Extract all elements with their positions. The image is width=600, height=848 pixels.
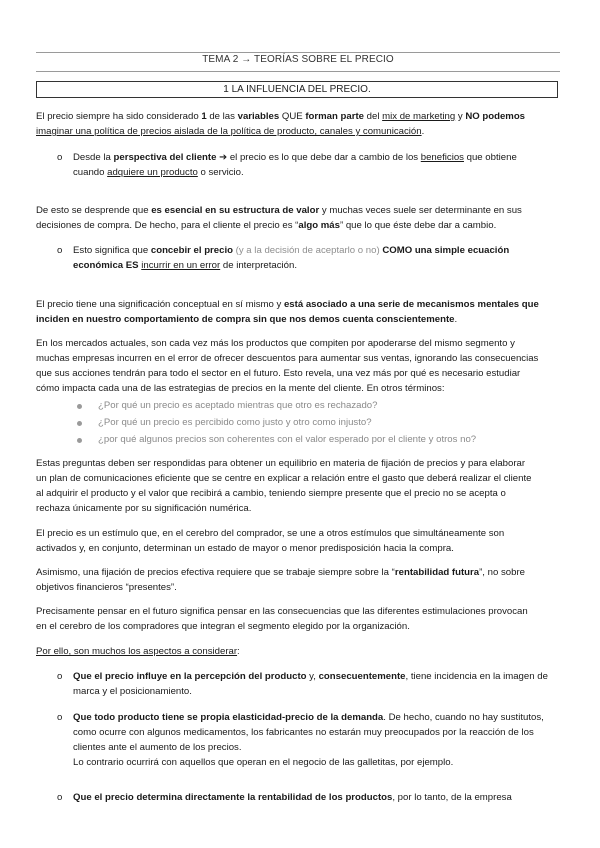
list-bullet: o bbox=[57, 245, 63, 256]
header-top-rule bbox=[36, 52, 560, 53]
question-bullet bbox=[77, 438, 82, 443]
paragraph-5: Estas preguntas deben ser respondidas para obtener un equilibrio en materia de fijación de precios y para elaborar un plan de comunicaciones eficiente que se centre en explicar a relación entre el gasto que deberá realizar el cliente al adquirir el producto y el valor que recibirá a cambio, teniendo siempre presente que el precio no se acepta o rechaza únicamente por su significación numérica. bbox=[36, 458, 532, 514]
list-bullet: o bbox=[57, 792, 63, 803]
list-bullet: o bbox=[57, 152, 63, 163]
paragraph-6: El precio es un estímulo que, en el cerebro del comprador, se une a otros estímulos que simultáneamente son activados y, en conjunto, determinan un estado de mayor o menor predisposición hacia la compra. bbox=[36, 528, 505, 554]
list-bullet: o bbox=[57, 671, 63, 682]
section-heading: 1 LA INFLUENCIA DEL PRECIO. bbox=[36, 81, 558, 98]
header-bottom-rule bbox=[36, 71, 560, 72]
list-item-perception: Que el precio influye en la percepción del producto y, consecuentemente, tiene incidencia en la imagen de marca y el posicionamiento. bbox=[73, 671, 548, 697]
list-item-customer-perspective: Desde la perspectiva del cliente ➔ el precio es lo que debe dar a cambio de los beneficios que obtiene cuando adquiere un producto o servicio. bbox=[73, 152, 517, 178]
question-bullet bbox=[77, 404, 82, 409]
paragraph-1: El precio siempre ha sido considerado 1 de las variables QUE forman parte del mix de marketing y NO podemos imaginar una política de precios aislada de la política de producto, canales y comunicación. bbox=[36, 111, 526, 137]
paragraph-3: El precio tiene una significación conceptual en sí mismo y está asociado a una serie de mecanismos mentales que inciden en nuestro comportamiento de compra sin que nos demos cuenta conscientemente. bbox=[36, 299, 539, 325]
list-item-price-concept: Esto significa que concebir el precio (y a la decisión de aceptarlo o no) COMO una simple ecuación económica ES incurrir en un error de interpretación. bbox=[73, 245, 510, 271]
paragraph-2: De esto se desprende que es esencial en su estructura de valor y muchas veces suele ser determinante en sus decisiones de compra. De hecho, para el cliente el precio es “algo más” que lo que éste debe dar a cambio. bbox=[36, 205, 522, 231]
question-item: ¿Por qué un precio es percibido como justo y otro como injusto? bbox=[98, 417, 372, 428]
list-item-elasticity: Que todo producto tiene se propia elasticidad-precio de la demanda. De hecho, cuando no hay sustitutos, como ocurre con algunos medicamentos, los fabricantes no estarán muy preocupados por la reacción de los clientes ante el aumento de los precios. Lo contrario ocurrirá con aquellos que operan en el negocio de las galletitas, por ejemplo. bbox=[73, 712, 544, 768]
list-bullet: o bbox=[57, 712, 63, 723]
paragraph-8: Precisamente pensar en el futuro significa pensar en las consecuencias que las diferentes estimulaciones provocan en el cerebro de los compradores que integran el segmento elegido por la organización. bbox=[36, 606, 528, 632]
question-bullet bbox=[77, 421, 82, 426]
paragraph-4: En los mercados actuales, son cada vez más los productos que compiten por apoderarse del mismo segmento y muchas empresas incurren en el error de ofrecer descuentos para aumentar sus ventas, ignorando las consecuencias que sus acciones tendrán para todo el sector en el futuro. Esto revela, una vez más por qué es necesario estudiar cómo impacta cada una de las estrategias de precios en la mente del cliente. En otros términos: bbox=[36, 338, 539, 394]
paragraph-9: Por ello, son muchos los aspectos a considerar: bbox=[36, 646, 240, 657]
paragraph-7: Asimismo, una fijación de precios efectiva requiere que se trabaje siempre sobre la “rentabilidad futura”, no sobre objetivos financieros “presentes”. bbox=[36, 567, 525, 593]
question-item: ¿Por qué un precio es aceptado mientras que otro es rechazado? bbox=[98, 400, 378, 411]
document-title: TEMA 2 → TEORÍAS SOBRE EL PRECIO bbox=[202, 54, 394, 65]
question-item: ¿por qué algunos precios son coherentes con el valor esperado por el cliente y otros no? bbox=[98, 434, 477, 445]
list-item-profitability: Que el precio determina directamente la rentabilidad de los productos, por lo tanto, de la empresa bbox=[73, 792, 512, 803]
